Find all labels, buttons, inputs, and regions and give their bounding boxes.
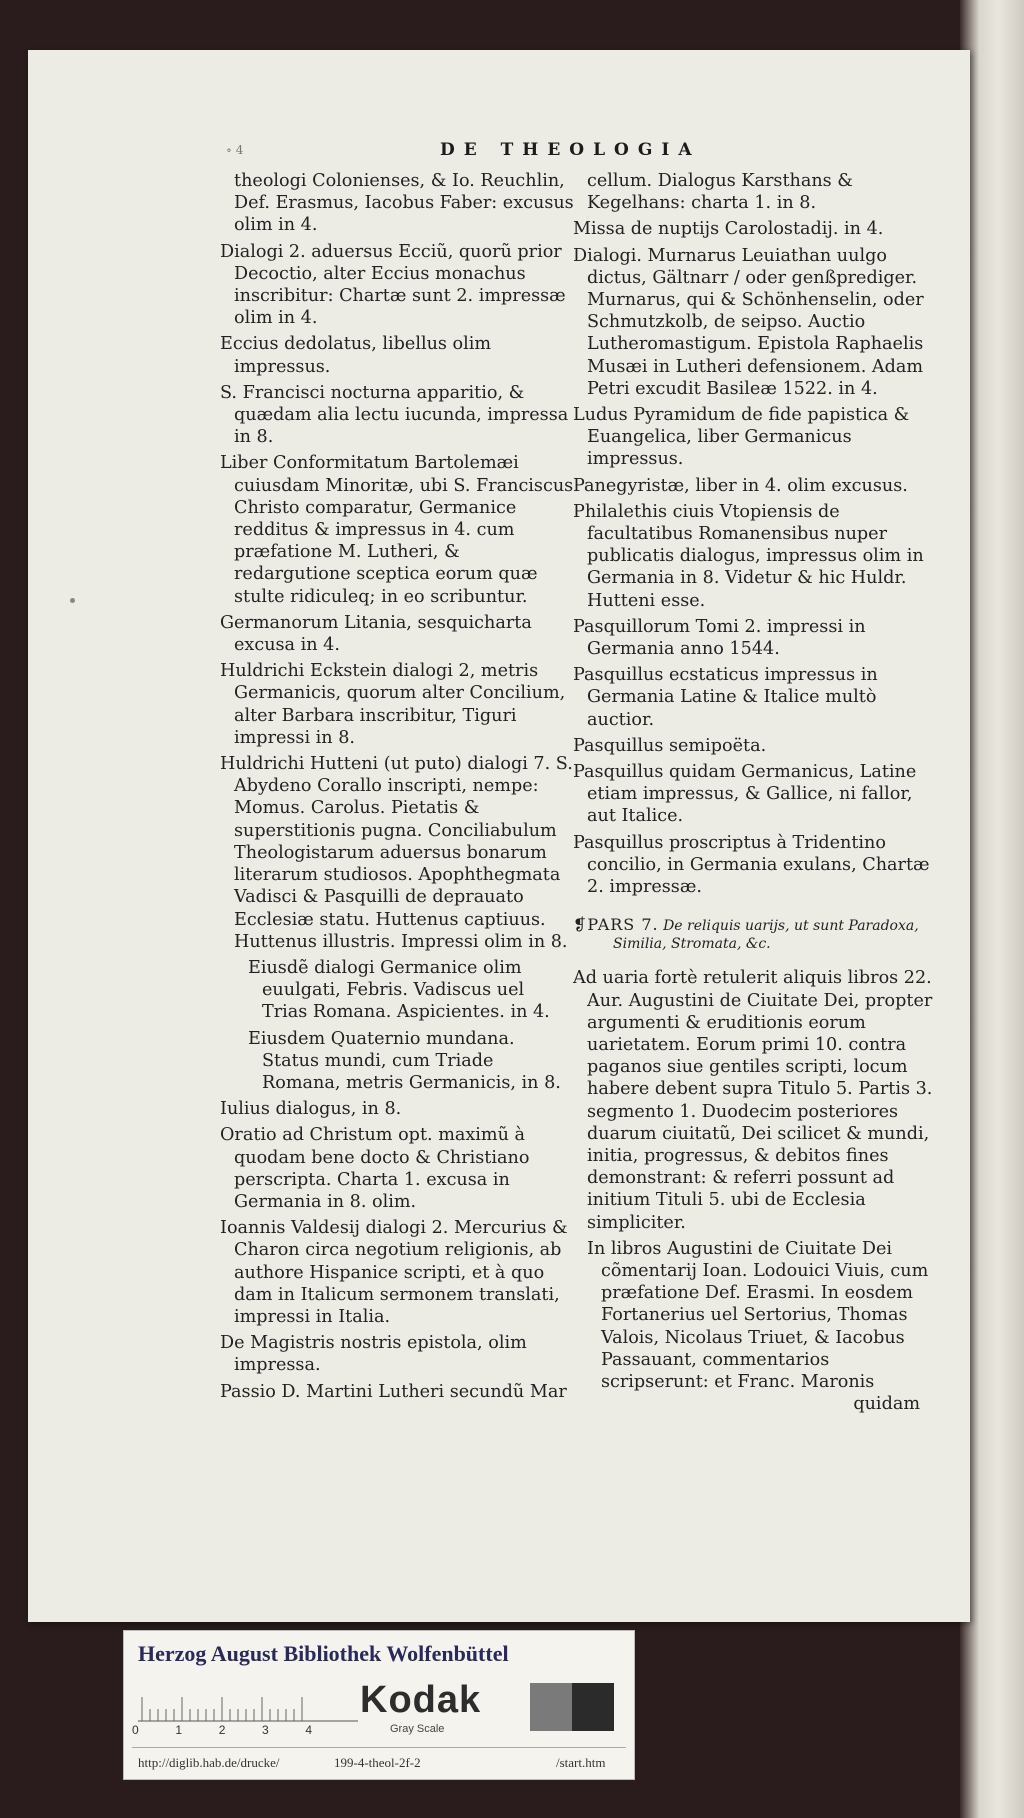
gray-scale-label: Gray Scale xyxy=(390,1723,445,1735)
list-sub-item: Eiusdẽ dialogi Germanice olim euulgati, Febris. Vadiscus uel Trias Romana. Aspicientes. in 4. xyxy=(248,957,550,1023)
list-item: S. Francisci nocturna apparitio, & quædam alia lectu iucunda, impressa in 8. xyxy=(220,382,569,448)
list-item: Liber Conformitatum Bartolemæi cuiusdam Minoritæ, ubi S. Franciscus Christo comparatur, Germanice redditus & impressus in 4. cum præfatione M. Lutheri, & redargutione sceptica eorum quæ stulte ridiculeq; in eo scribuntur. xyxy=(220,453,574,607)
list-item: Panegyristæ, liber in 4. olim excusus. xyxy=(573,475,908,496)
list-item: De Magistris nostris epistola, olim impressa. xyxy=(220,1333,527,1376)
section-number: ❡PARS 7. xyxy=(573,915,659,935)
list-item: Pasquillus ecstaticus impressus in Germania Latine & Italice multò auctior. xyxy=(573,665,878,730)
list-item: Dialogi. Murnarus Leuiathan uulgo dictus, Gältnarr / oder genßprediger. Murnarus, qui & Schönhenselin, oder Schmutzkolb, de seipso. Auctio Lutheromastigum. Epistola Raphaelis Musæi in Lutheri defensionem. Adam Petri excudit Basileæ 1522. in 4. xyxy=(573,245,924,399)
list-item: Huldrichi Eckstein dialogi 2, metris Germanicis, quorum alter Concilium, alter Barbara inscribitur, Tiguri impressi in 8. xyxy=(220,661,566,748)
ruler-label: 0 xyxy=(132,1723,139,1737)
kodak-logo: Kodak xyxy=(360,1679,482,1721)
paragraph: Ad uaria fortè retulerit aliquis libros 22. Aur. Augustini de Ciuitate Dei, propter argumenti & eruditionis eorum uarietatem. Eorum primi 10. contra paganos siue gentiles scripti, locum habere debent supra Titulo 5. Partis 3. segmento 1. Duodecim posteriores duarum ciuitatũ, Dei scilicet & mundi, initia, progressus, & debitos fines demonstrant: & referri possunt ad initium Tituli 5. ubi de Ecclesia simpliciter. xyxy=(573,968,933,1233)
list-item: Ludus Pyramidum de fide papistica & Euangelica, liber Germanicus impressus. xyxy=(573,405,910,470)
right-column xyxy=(573,170,938,1415)
list-item: Pasquillus quidam Germanicus, Latine etiam impressus, & Gallice, ni fallor, aut Italice. xyxy=(573,762,917,827)
list-item: cellum. Dialogus Karsthans & Kegelhans: charta 1. in 8. xyxy=(587,171,853,214)
list-item: theologi Colonienses, & Io. Reuchlin, Def. Erasmus, Iacobus Faber: excusus olim in 4. xyxy=(234,171,574,236)
list-item: Pasquillus semipoëta. xyxy=(573,735,767,756)
folio-mark: ∘ 4 xyxy=(226,143,244,157)
ruler-labels xyxy=(132,1723,345,1737)
library-url: http://diglib.hab.de/drucke/ xyxy=(138,1755,280,1770)
library-color-card xyxy=(123,1630,635,1780)
list-item: Huldrichi Hutteni (ut puto) dialogi 7. S. Abydeno Corallo inscripti, nempe: Momus. Carolus. Pietatis & superstitionis pugna. Conciliabulum Theologistarum aduersus bonarum literarum studiosos. Apophthegmata Vadisci & Pasquilli de deprauato Ecclesiæ statu. Huttenus captiuus. Huttenus illustris. Impressi olim in 8. xyxy=(220,754,573,952)
ruler-label: 4 xyxy=(305,1723,313,1737)
catchword: quidam xyxy=(853,1394,920,1415)
left-column xyxy=(220,170,575,1407)
list-item: Oratio ad Christum opt. maximũ à quodam bene docto & Christiano perscripta. Charta 1. excusa in Germania in 8. olim. xyxy=(220,1125,530,1212)
ruler-scale xyxy=(138,1687,358,1723)
list-item: Iulius dialogus, in 8. xyxy=(220,1099,402,1120)
list-sub-item: Eiusdem Quaternio mundana. Status mundi, cum Triade Romana, metris Germanicis, in 8. xyxy=(248,1028,561,1093)
list-item: Pasquillorum Tomi 2. impressi in Germania anno 1544. xyxy=(573,616,866,660)
list-item: Dialogi 2. aduersus Ecciũ, quorũ prior Decoctio, alter Eccius monachus inscribitur: Chartæ sunt 2. impressæ olim in 4. xyxy=(220,241,566,329)
shelfmark: 199-4-theol-2f-2 xyxy=(334,1755,421,1770)
list-item: Eccius dedolatus, libellus olim impressus. xyxy=(220,334,492,377)
ruler-label: 3 xyxy=(262,1723,269,1737)
section-heading xyxy=(573,916,938,953)
list-item: Philalethis ciuis Vtopiensis de facultatibus Romanensibus nuper publicatis dialogus, impressus olim in Germania in 8. Videtur & hic Huldr. Hutteni esse. xyxy=(573,501,924,611)
card-divider xyxy=(132,1747,626,1748)
list-item: Missa de nuptijs Carolostadij. in 4. xyxy=(573,219,884,240)
library-name: Herzog August Bibliothek Wolfenbüttel xyxy=(138,1641,509,1666)
list-item: Passio D. Martini Lutheri secundũ Mar xyxy=(220,1381,567,1402)
list-item: Germanorum Litania, sesquicharta excusa in 4. xyxy=(220,612,532,656)
ruler-label: 1 xyxy=(175,1723,183,1737)
running-header: DE THEOLOGIA xyxy=(440,140,701,160)
ruler-label: 2 xyxy=(218,1723,226,1737)
list-item: Ioannis Valdesij dialogi 2. Mercurius & Charon circa negotium religionis, ab authore Hispanice scripti, et à quo dam in Italicum sermonem translati, impressi in Italia. xyxy=(220,1218,568,1327)
section-title: De reliquis uarijs, ut sunt Paradoxa, Similia, Stromata, &c. xyxy=(613,918,919,953)
dark-swatch xyxy=(572,1683,614,1731)
paragraph: In libros Augustini de Ciuitate Dei cõmentarij Ioan. Lodouici Viuis, cum præfatione Def. Erasmi. In eosdem Fortanerius uel Sertorius, Thomas Valois, Nicolaus Triuet, & Iacobus Passauant, commentarios scripserunt: et Franc. Maronis xyxy=(587,1238,929,1392)
list-item: Pasquillus proscriptus à Tridentino concilio, in Germania exulans, Chartæ 2. impressæ. xyxy=(573,832,930,898)
gray-swatch xyxy=(530,1683,572,1731)
page-spot xyxy=(70,598,75,603)
start-link: /start.htm xyxy=(556,1755,606,1770)
